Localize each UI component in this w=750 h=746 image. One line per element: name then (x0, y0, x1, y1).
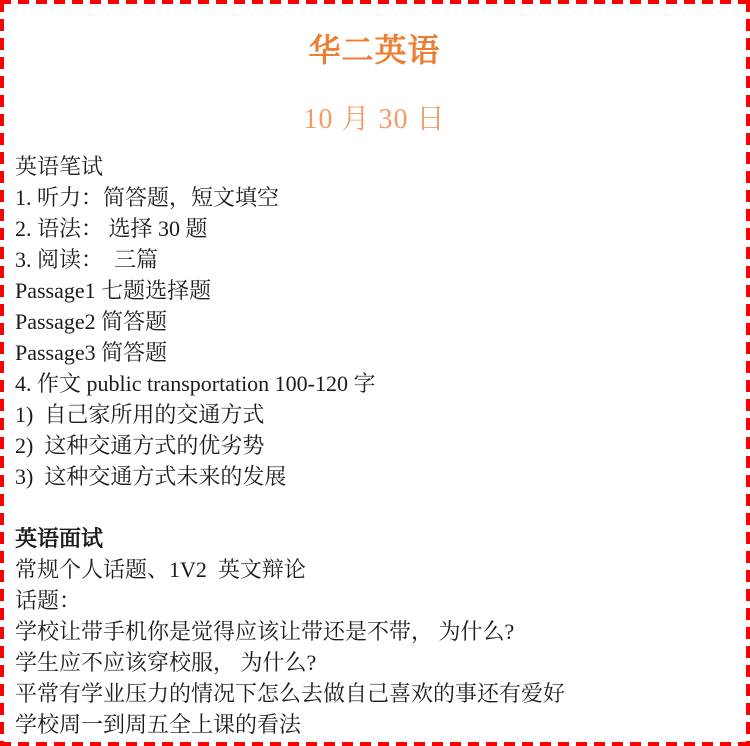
dashed-border-right (746, 0, 750, 746)
interview-heading: 英语面试 (15, 526, 104, 551)
written-test-line-essay: 4. 作文 public transportation 100-120 字 (15, 371, 376, 396)
written-test-line-listening: 1. 听力：简答题，短文填空 (15, 185, 280, 210)
interview-line-topics-label: 话题： (15, 588, 82, 613)
written-test-line-reading: 3. 阅读： 三篇 (15, 247, 159, 272)
dashed-border-left (0, 0, 4, 746)
written-test-line-passage2: Passage2 简答题 (15, 309, 168, 334)
written-test-line-passage3: Passage3 简答题 (15, 340, 168, 365)
dashed-border-top (0, 0, 750, 4)
interview-line-topic-hobbies: 平常有学业压力的情况下怎么去做自己喜欢的事还有爱好 (15, 681, 566, 706)
dashed-border-bottom (0, 742, 750, 746)
interview-line-topic-schedule: 学校周一到周五全上课的看法 (15, 712, 302, 737)
written-test-line-essay-point1: 1) 自己家所用的交通方式 (15, 402, 265, 427)
written-test-heading: 英语笔试 (15, 154, 104, 179)
written-test-line-passage1: Passage1 七题选择题 (15, 278, 212, 303)
written-test-line-essay-point3: 3) 这种交通方式未来的发展 (15, 464, 287, 489)
written-test-section (15, 151, 734, 492)
interview-section (15, 523, 734, 740)
page-title: 华二英语 (308, 32, 441, 68)
date-heading: 10 月 30 日 (303, 104, 446, 135)
interview-line-topic-phones: 学校让带手机你是觉得应该让带还是不带， 为什么? (15, 619, 515, 644)
interview-line-format: 常规个人话题、1V2 英文辩论 (15, 557, 306, 582)
written-test-line-essay-point2: 2) 这种交通方式的优劣势 (15, 433, 265, 458)
written-test-line-grammar: 2. 语法： 选择 30 题 (15, 216, 208, 241)
interview-line-topic-uniform: 学生应不应该穿校服， 为什么? (15, 650, 317, 675)
